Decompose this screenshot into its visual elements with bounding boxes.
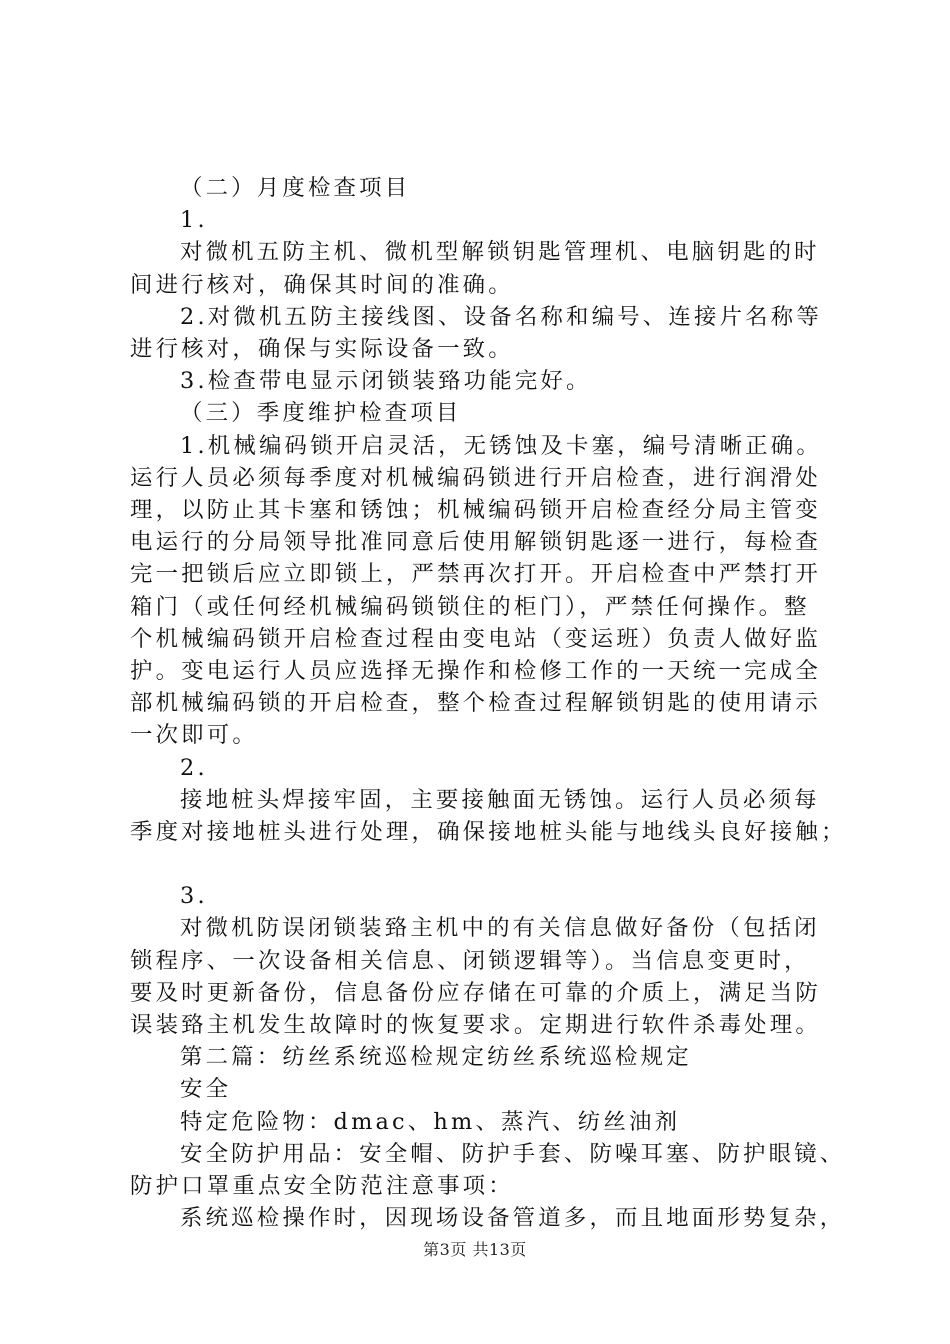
paragraph-line: 系统巡检操作时，因现场设备管道多，而且地面形势复杂， <box>180 1205 846 1232</box>
item-number: 3. <box>180 883 208 910</box>
paragraph-line: 护。变电运行人员应选择无操作和检修工作的一天统一完成全 <box>130 658 821 685</box>
paragraph-line: 接地桩头焊接牢固，主要接触面无锈蚀。运行人员必须每 <box>180 786 820 813</box>
paragraph-line: 锁程序、一次设备相关信息、闭锁逻辑等）。当信息变更时， <box>130 947 810 974</box>
paragraph-line: 对微机五防主机、微机型解锁钥匙管理机、电脑钥匙的时 <box>180 239 820 266</box>
paragraph-line: 特定危险物：dmac、hm、蒸汽、纺丝油剂 <box>180 1108 681 1135</box>
paragraph-line: 部机械编码锁的开启检查，整个检查过程解锁钥匙的使用请示 <box>130 690 821 717</box>
paragraph-line: 2.对微机五防主接线图、设备名称和编号、连接片名称等 <box>180 303 822 330</box>
paragraph-line: 运行人员必须每季度对机械编码锁进行开启检查，进行润滑处 <box>130 464 821 491</box>
paragraph-line: 进行核对，确保与实际设备一致。 <box>130 336 514 363</box>
paragraph-line: 季度对接地桩头进行处理，确保接地桩头能与地线头良好接触； <box>130 819 847 846</box>
paragraph-line: 3.检查带电显示闭锁装臵功能完好。 <box>180 368 592 395</box>
paragraph-line: 一次即可。 <box>130 722 258 749</box>
section-heading: （二）月度检查项目 <box>180 175 411 201</box>
item-number: 2. <box>180 754 208 781</box>
page-footer: 第3页 共13页 <box>423 1240 527 1259</box>
document-body <box>130 172 847 1235</box>
paragraph-line: 误装臵主机发生故障时的恢复要求。定期进行软件杀毒处理。 <box>130 1012 821 1039</box>
section-heading: （三）季度维护检查项目 <box>180 400 462 427</box>
paragraph-line: 个机械编码锁开启检查过程由变电站（变运班）负责人做好监 <box>130 625 821 652</box>
subheading: 安全 <box>180 1076 232 1103</box>
paragraph-line: 箱门（或任何经机械编码锁锁住的柜门），严禁任何操作。整 <box>130 593 810 620</box>
paragraph-line: 安全防护用品：安全帽、防护手套、防噪耳塞、防护眼镜、 <box>180 1140 846 1167</box>
chapter-heading: 第二篇：纺丝系统巡检规定纺丝系统巡检规定 <box>180 1044 692 1071</box>
paragraph-line: 电运行的分局领导批准同意后使用解锁钥匙逐一进行，每检查 <box>130 529 821 556</box>
paragraph-line: 间进行核对，确保其时间的准确。 <box>130 271 514 298</box>
paragraph-line: 理，以防止其卡塞和锈蚀；机械编码锁开启检查经分局主管变 <box>130 497 821 524</box>
paragraph-line: 要及时更新备份，信息备份应存储在可靠的介质上，满足当防 <box>130 979 821 1006</box>
item-number: 1. <box>180 207 208 234</box>
paragraph-line: 对微机防误闭锁装臵主机中的有关信息做好备份（包括闭 <box>180 915 820 942</box>
paragraph-line: 1.机械编码锁开启灵活，无锈蚀及卡塞，编号清晰正确。 <box>180 432 822 459</box>
paragraph-line: 完一把锁后应立即锁上，严禁再次打开。开启检查中严禁打开 <box>130 561 821 588</box>
paragraph-line: 防护口罩重点安全防范注意事项： <box>130 1173 514 1200</box>
blank-line <box>130 848 840 880</box>
